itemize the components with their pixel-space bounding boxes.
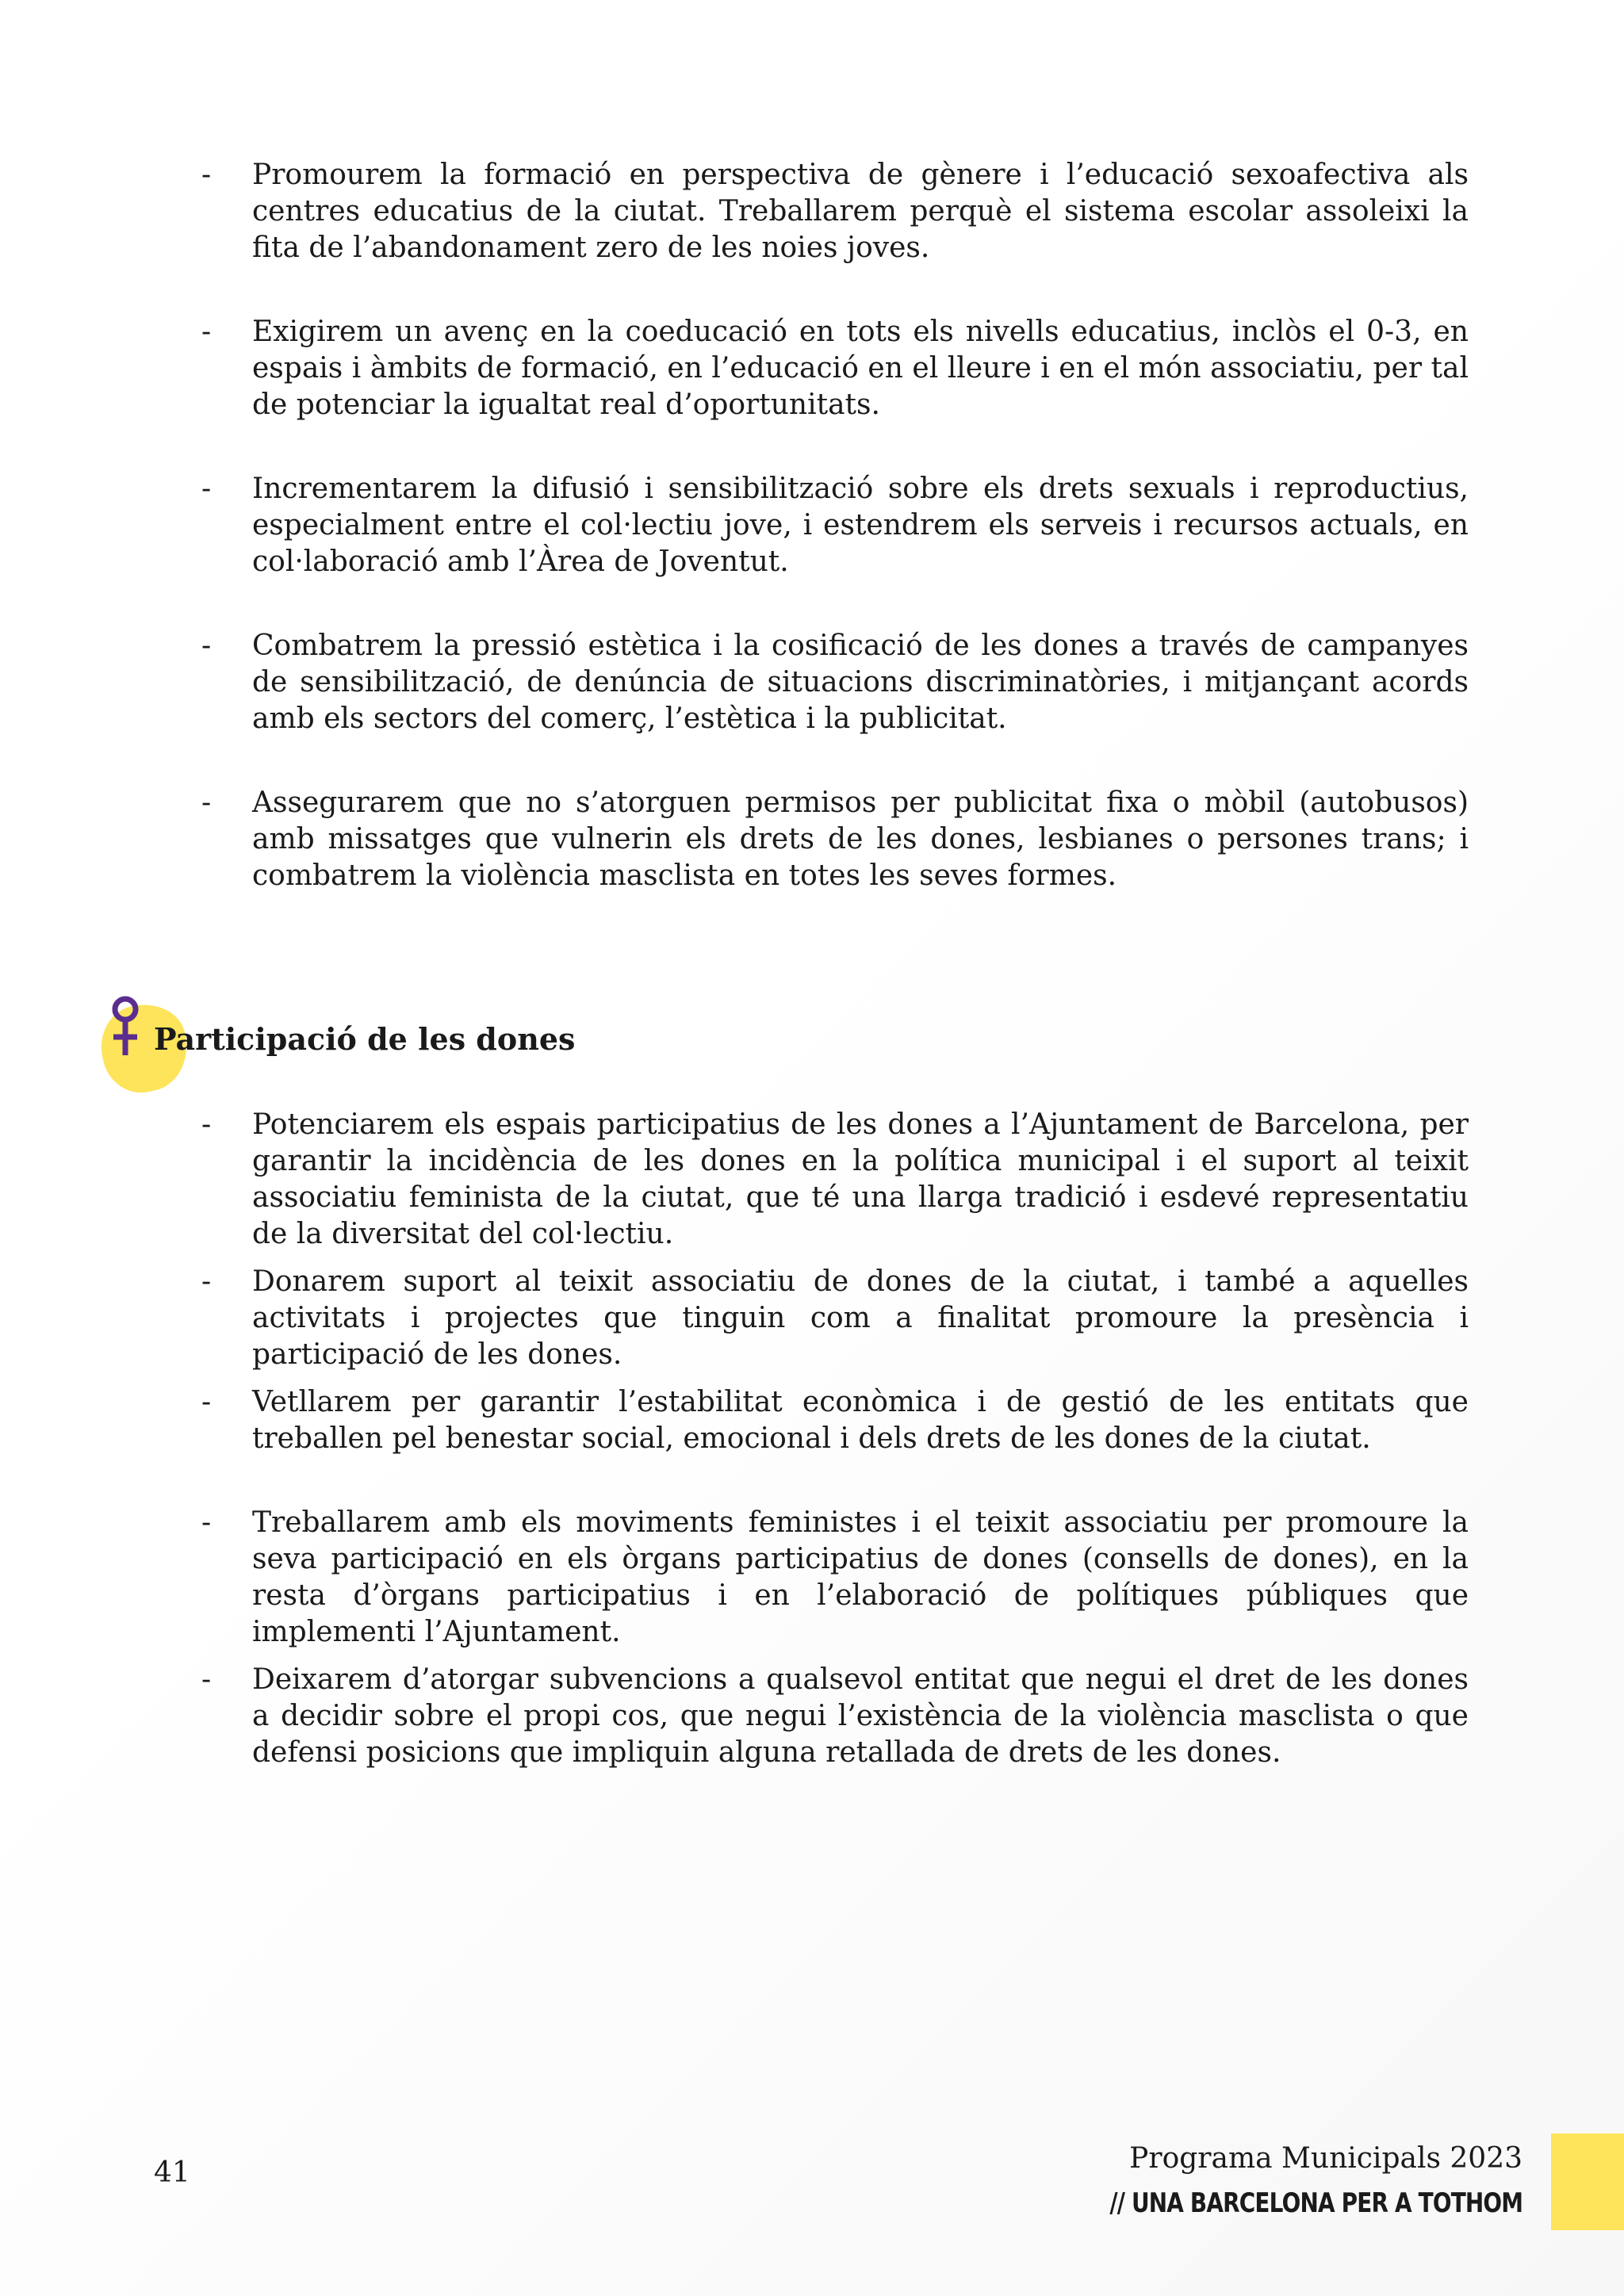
bullet-dash: - <box>201 1108 212 1141</box>
list-item-text: Deixarem d’atorgar subvencions a qualsevol entitat que negui el dret de les dones a decidir sobre el propi cos, que negui l’existència de la violència masclista o que defensi posicions que impliquin alguna retallada de drets de les dones. <box>252 1663 1469 1769</box>
bullet-dash: - <box>201 1506 212 1539</box>
list-item-text: Donarem suport al teixit associatiu de dones de la ciutat, i també a aquelles activitats i projectes que tinguin com a finalitat promoure la presència i participació de les dones. <box>252 1265 1469 1371</box>
bullet-dash: - <box>201 1265 212 1298</box>
footer-title: Programa Municipals 2023 <box>1129 2142 1522 2175</box>
section-title: Participació de les dones <box>154 1021 576 1057</box>
list-item-text: Potenciarem els espais participatius de les dones a l’Ajuntament de Barcelona, per garantir la incidència de les dones en la política municipal i el suport al teixit associatiu feminista de la ciutat, que té una llarga tradició i esdevé representatiu de la diversitat del col·lectiu. <box>252 1108 1469 1250</box>
bullet-dash: - <box>201 629 212 662</box>
bullet-dash: - <box>201 316 212 348</box>
footer-subtitle: // UNA BARCELONA PER A TOTHOM <box>1109 2187 1522 2219</box>
list-item-text: Assegurarem que no s’atorguen permisos per publicitat fixa o mòbil (autobusos) amb missatges que vulnerin els drets de les dones, lesbianes o persones trans; i combatrem la violència masclista en totes les seves formes. <box>252 786 1469 892</box>
bullet-dash: - <box>201 786 212 819</box>
list-item-text: Combatrem la pressió estètica i la cosificació de les dones a través de campanyes de sensibilització, de denúncia de situacions discriminatòries, i mitjançant acords amb els sectors del comerç, l’estètica i la publicitat. <box>252 629 1469 735</box>
section-header <box>102 995 657 1090</box>
list-item-text: Incrementarem la difusió i sensibilització sobre els drets sexuals i reproductius, especialment entre el col·lectiu jove, i estendrem els serveis i recursos actuals, en col·laboració amb l’Àrea de Joventut. <box>252 473 1469 578</box>
list-item-text: Promourem la formació en perspectiva de gènere i l’educació sexoafectiva als centres educatius de la ciutat. Treballarem perquè el sistema escolar assoleixi la fita de l’abandonament zero de les noies joves. <box>252 159 1469 264</box>
list-item-text: Vetllarem per garantir l’estabilitat econòmica i de gestió de les entitats que treballen pel benestar social, emocional i dels drets de les dones de la ciutat. <box>252 1386 1469 1455</box>
bullet-dash: - <box>201 1386 212 1418</box>
bullet-dash: - <box>201 473 212 505</box>
bullet-dash: - <box>201 159 212 191</box>
list-item-text: Treballarem amb els moviments feministes i el teixit associatiu per promoure la seva participació en els òrgans participatius de dones (consells de dones), en la resta d’òrgans participatius i en l’elaboració de polítiques públiques que implementi l’Ajuntament. <box>252 1506 1469 1648</box>
venus-icon <box>109 995 141 1057</box>
page-number: 41 <box>154 2156 190 2189</box>
list-item-text: Exigirem un avenç en la coeducació en tots els nivells educatius, inclòs el 0-3, en espais i àmbits de formació, en l’educació en el lleure i en el món associatiu, per tal de potenciar la igualtat real d’oportunitats. <box>252 316 1469 421</box>
yellow-corner-tab <box>1551 2133 1624 2230</box>
bullet-dash: - <box>201 1663 212 1696</box>
